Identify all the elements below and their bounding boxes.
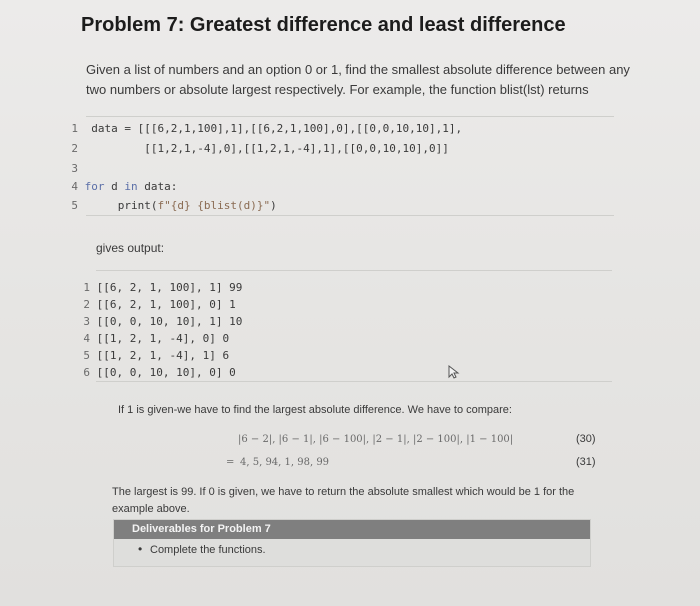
output-block [78,280,598,380]
deliverables-item: Complete the functions. [150,544,266,556]
output-line [78,297,236,313]
line-number: 4 [83,332,90,345]
deliverables-heading: Deliverables for Problem 7 [114,520,590,539]
code-line [66,161,91,177]
equation-number-31: (31) [576,456,596,468]
code-text: [[1,2,1,-4],0],[[1,2,1,-4],1],[[0,0,10,10],0]] [91,142,449,155]
code-line [66,179,177,195]
keyword-for: for [84,180,105,193]
code-line [66,141,449,157]
problem-intro: Given a list of numbers and an option 0 or 1, find the smallest absolute difference between any two numbers or absolute largest respectively. For example, the function blist(lst) returns [86,62,630,97]
math-equals: = [226,457,235,468]
line-number: 2 [71,142,78,155]
problem-title: Problem 7: Greatest difference and least difference [81,14,566,36]
line-number: 3 [71,162,78,175]
output-line [78,331,229,347]
output-text: [[0, 0, 10, 10], 1] 10 [96,315,243,328]
line-number: 4 [71,180,78,193]
bullet-icon: • [138,542,143,556]
divider [86,116,614,117]
output-line [78,365,236,381]
code-text: d [104,180,125,193]
output-line [78,314,242,330]
output-text: [[1, 2, 1, -4], 1] 6 [96,349,230,362]
line-number: 5 [71,199,78,212]
output-line [78,348,229,364]
divider [96,270,612,271]
code-block [66,121,626,221]
explanation-text: If 1 is given-we have to find the largest absolute difference. We have to compare: [118,404,512,416]
output-text: [[6, 2, 1, 100], 1] 99 [96,281,243,294]
code-line [66,198,277,214]
line-number: 3 [83,315,90,328]
gives-output-label: gives output: [96,241,165,255]
line-number: 5 [83,349,90,362]
line-number: 6 [83,366,90,379]
line-number: 1 [71,122,78,135]
output-line [78,280,242,296]
deliverables-box [113,519,591,567]
code-line [66,121,462,137]
keyword-in: in [124,180,138,193]
equation-number-30: (30) [576,433,596,445]
line-number: 1 [83,281,90,294]
largest-explanation: The largest is 99. If 0 is given, we have to return the absolute smallest which would be 1 for the example above. [112,486,575,515]
math-line-2: 4, 5, 94, 1, 98, 99 [240,457,330,468]
cursor-icon [447,364,461,380]
math-line-1: |6 − 2|, |6 − 1|, |6 − 100|, |2 − 1|, |2 − 100|, |1 − 100| [238,434,514,445]
output-text: [[6, 2, 1, 100], 0] 1 [96,298,236,311]
divider [96,381,612,382]
code-text: ) [270,199,277,212]
code-text: data: [137,180,178,193]
line-number: 2 [83,298,90,311]
code-text: data = [[[6,2,1,100],1],[[6,2,1,100],0],[[0,0,10,10],1], [91,122,463,135]
divider [86,215,614,216]
output-text: [[0, 0, 10, 10], 0] 0 [96,366,236,379]
code-string: f"{d} {blist(d)}" [157,199,271,212]
output-text: [[1, 2, 1, -4], 0] 0 [96,332,230,345]
code-text: print( [91,199,158,212]
